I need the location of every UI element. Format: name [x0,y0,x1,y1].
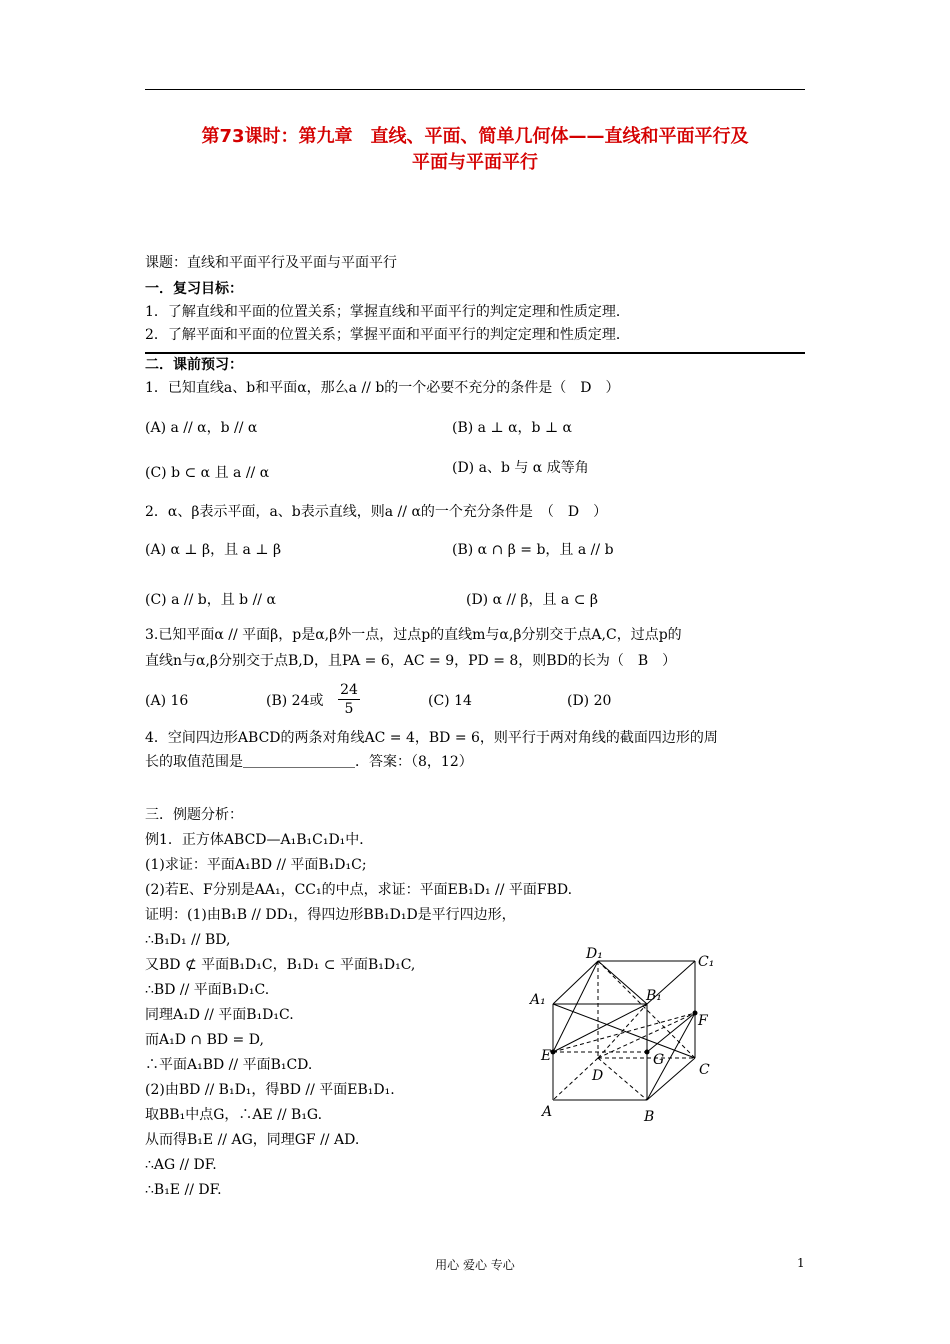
proof-line: 同理A₁D // 平面B₁D₁C. [145,1007,294,1023]
q3-option-c: (C) 14 [428,693,472,709]
label-c: C [699,1062,710,1078]
q1-option-b: (B) a ⊥ α，b ⊥ α [452,420,573,436]
label-a1: A₁ [530,992,546,1008]
proof-line: 又BD ⊄ 平面B₁D₁C，B₁D₁ ⊂ 平面B₁D₁C, [145,957,416,973]
example-line: (2)若E、F分别是AA₁，CC₁的中点，求证：平面EB₁D₁ // 平面FBD. [145,882,573,898]
example-line: (1)求证：平面A₁BD // 平面B₁D₁C; [145,857,367,873]
label-a: A [542,1104,553,1120]
label-b1: B₁ [646,988,662,1004]
q3-line1: 3.已知平面α // 平面β，p是α,β外一点，过点p的直线m与α,β分别交于点A,C，过点p的 [145,627,682,643]
section2-heading: 二．课前预习： [145,357,243,373]
section1-heading: 一．复习目标： [145,281,243,297]
goal-item-1: 1．了解直线和平面的位置关系；掌握直线和平面平行的判定定理和性质定理． [145,304,630,320]
point-f [693,1011,698,1016]
q3-option-a: (A) 16 [145,693,189,709]
page-number: 1 [797,1256,805,1270]
proof-line: 证明：(1)由B₁B // DD₁，得四边形BB₁D₁D是平行四边形， [145,907,516,923]
label-e: E [541,1048,552,1064]
q2-option-c: (C) a // b，且 b // α [145,592,276,608]
point-e [551,1050,556,1055]
point-g [645,1050,650,1055]
goal-item-2: 2．了解平面和平面的位置关系；掌握平面和平面平行的判定定理和性质定理． [145,327,630,343]
footer-text: 用心 爱心 专心 [435,1258,515,1272]
example-line: 例1．正方体ABCD—A₁B₁C₁D₁中． [145,832,374,848]
proof-line: 取BB₁中点G，∴AE // B₁G. [145,1107,323,1123]
lesson-topic: 课题：直线和平面平行及平面与平面平行 [145,255,397,271]
q4-line2: 长的取值范围是＿＿＿＿＿＿＿＿．答案：（8，12） [145,754,473,770]
q1-option-d: (D) a、b 与 α 成等角 [452,460,589,476]
section3-heading: 三．例题分析： [145,807,243,823]
label-d: D [592,1068,604,1084]
label-b: B [644,1109,655,1125]
q2-option-d: (D) α // β，且 a ⊂ β [466,592,599,608]
proof-line: ∴B₁E // DF. [145,1182,222,1198]
fraction-numerator: 24 [338,681,360,700]
q1-option-a: (A) a // α，b // α [145,420,258,436]
section-divider [145,352,805,354]
label-d1: D₁ [586,946,603,962]
q2-option-b: (B) α ∩ β = b，且 a // b [452,542,614,558]
proof-line: 而A₁D ∩ BD = D, [145,1032,264,1048]
label-f: F [698,1013,708,1029]
q3-option-d: (D) 20 [567,693,612,709]
q3-option-b: (B) 24或 [266,693,324,709]
q2-option-a: (A) α ⊥ β，且 a ⊥ β [145,542,282,558]
proof-line: 从而得B₁E // AG，同理GF // AD. [145,1132,360,1148]
q2-stem: 2．α、β表示平面，a、b表示直线，则a // α的一个充分条件是 （ D ） [145,504,608,520]
proof-line: ∴B₁D₁ // BD, [145,932,231,948]
label-c1: C₁ [698,954,715,970]
proof-line: ∴平面A₁BD // 平面B₁CD. [145,1057,313,1073]
q1-option-c: (C) b ⊂ α 且 a // α [145,465,270,481]
cube-figure [520,940,730,1130]
fraction-denominator: 5 [344,701,354,717]
q1-stem: 1．已知直线a、b和平面α，那么a // b的一个必要不充分的条件是（ D ） [145,380,620,396]
proof-line: ∴AG // DF. [145,1157,217,1173]
page-title-line1: 第73课时：第九章 直线、平面、简单几何体——直线和平面平行及 [201,126,749,147]
q3-line2: 直线n与α,β分别交于点B,D，且PA = 6，AC = 9，PD = 8，则BD的长为（ B ） [145,653,677,669]
q3-fraction [338,681,360,718]
page-title-line2: 平面与平面平行 [412,152,538,173]
header-rule [145,89,805,90]
proof-line: (2)由BD // B₁D₁，得BD // 平面EB₁D₁. [145,1082,395,1098]
q4-line1: 4．空间四边形ABCD的两条对角线AC = 4，BD = 6，则平行于两对角线的截面四边形的周 [145,730,718,746]
proof-line: ∴BD // 平面B₁D₁C. [145,982,270,998]
label-g: G [653,1052,665,1068]
